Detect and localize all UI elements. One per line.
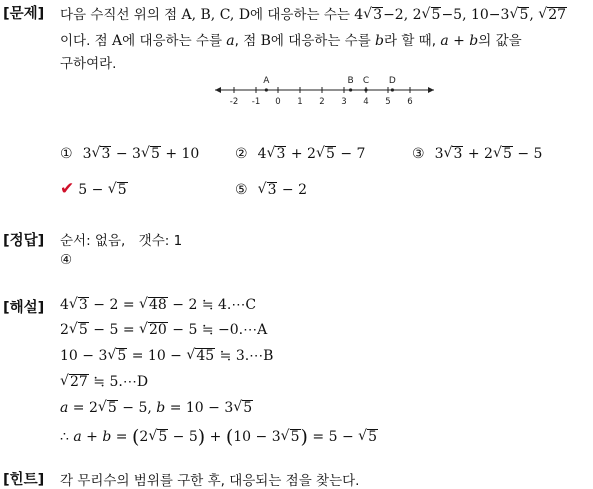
- tick-label: 0: [275, 97, 281, 107]
- point-marker: [265, 88, 268, 91]
- checkmark-icon: ✔: [60, 179, 75, 199]
- choice-5[interactable]: ⑤√ 3 − 2: [235, 182, 307, 198]
- answer-order: 순서: 없음, 갯수: 1: [60, 233, 183, 249]
- choice-1[interactable]: ① 3√ 3 − 3√ 5 + 10: [60, 146, 199, 162]
- tick-label: 3: [341, 97, 347, 107]
- answer-label: [정답]: [3, 233, 45, 249]
- solution-line-1: 4√ 3 − 2 = √ 48 − 2 ≒ 4.⋯C: [60, 297, 256, 313]
- right-arrow-icon: [428, 87, 434, 93]
- choice-2[interactable]: ② 4√ 3 + 2√ 5 − 7: [235, 146, 365, 162]
- point-label: B: [347, 76, 354, 86]
- tick-label: 5: [385, 97, 391, 107]
- point-marker: [391, 88, 394, 91]
- tick-label: 6: [407, 97, 413, 107]
- tick-label: 4: [363, 97, 369, 107]
- tick-label: -2: [229, 97, 239, 107]
- problem-label: [문제]: [3, 6, 45, 22]
- solution-label: [해설]: [3, 300, 45, 316]
- answer-mark: ④: [60, 252, 73, 268]
- point-marker: [349, 88, 352, 91]
- solution-line-2: 2√ 5 − 5 = √ 20 − 5 ≒ −0.⋯A: [60, 322, 267, 338]
- number-line: [212, 72, 437, 112]
- problem-line-2: 이다. 점 A에 대응하는 수를 a, 점 B에 대응하는 수를 b라 할 때, a + b의 값을: [60, 33, 522, 49]
- point-label: D: [388, 76, 396, 86]
- hint-label: [힌트]: [3, 472, 45, 488]
- choice-3[interactable]: ③ 3√ 3 + 2√ 5 − 5: [412, 146, 542, 162]
- tick-label: -1: [251, 97, 261, 107]
- problem-line-1: 다음 수직선 위의 점 A, B, C, D에 대응하는 수는 4√ 3−2, 2√ 5−5, 10−3√ 5, √ 27: [60, 3, 567, 23]
- tick-label: 2: [319, 97, 325, 107]
- solution-line-6: ∴ a + b = (2√ 5 − 5) + (10 − 3√ 5) = 5 − √ 5: [60, 426, 378, 448]
- tick-label: 1: [297, 97, 303, 107]
- choice-4[interactable]: ✔ 5 − √ 5: [60, 179, 128, 199]
- left-arrow-icon: [215, 87, 221, 93]
- solution-line-5: a = 2√ 5 − 5, b = 10 − 3√ 5: [60, 400, 253, 416]
- solution-line-3: 10 − 3√ 5 = 10 − √ 45 ≒ 3.⋯B: [60, 348, 273, 364]
- solution-line-4: √ 27 ≒ 5.⋯D: [60, 374, 148, 390]
- point-label: C: [362, 76, 370, 86]
- point-label: A: [263, 76, 270, 86]
- hint-text: 각 무리수의 범위를 구한 후, 대응되는 점을 찾는다.: [60, 473, 360, 489]
- problem-line-3: 구하여라.: [60, 56, 117, 72]
- point-marker: [364, 88, 367, 91]
